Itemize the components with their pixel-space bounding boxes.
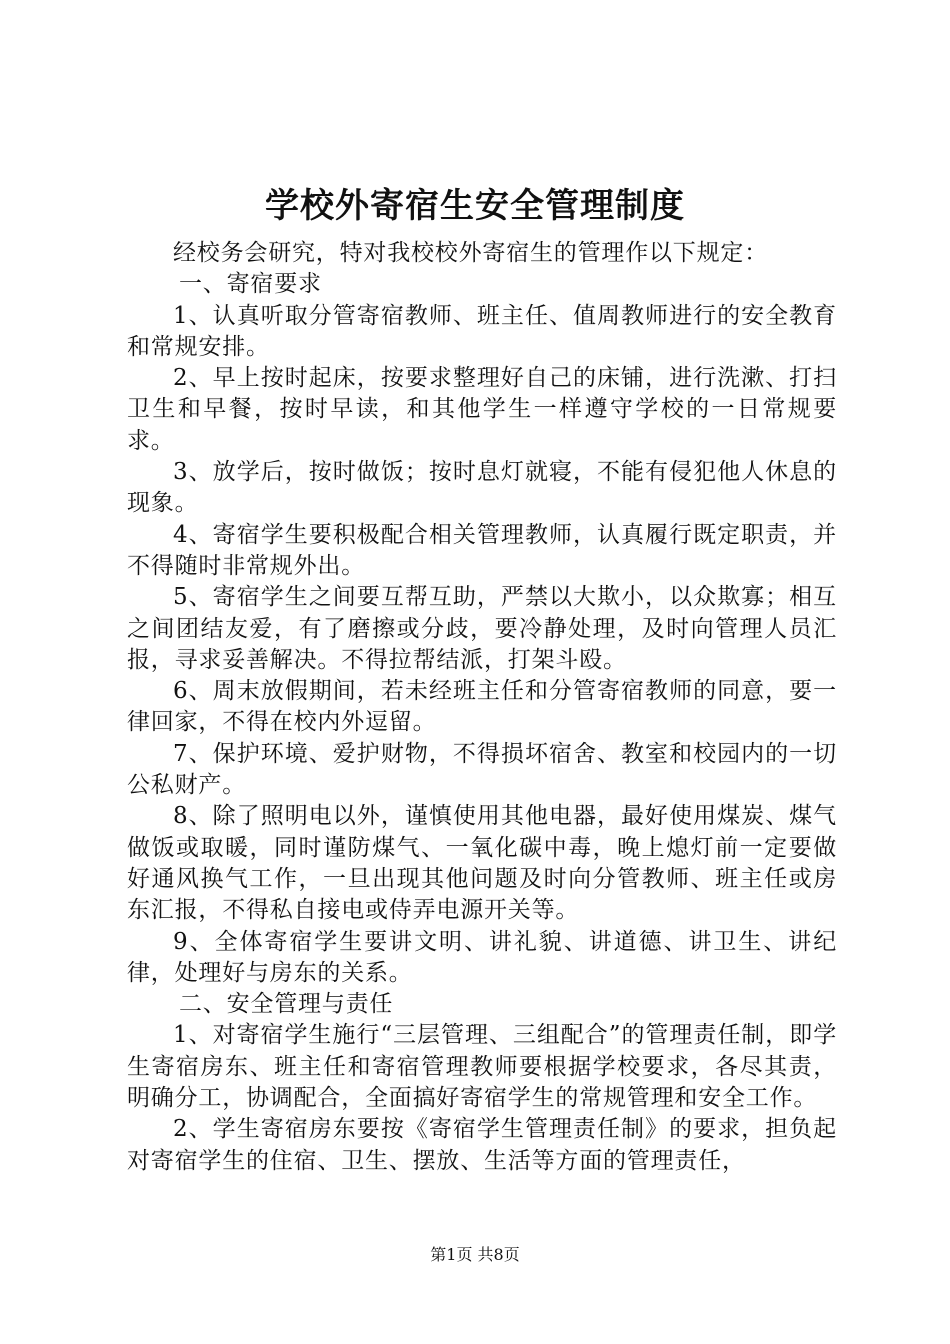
page-number-footer: 第1页 共8页 — [430, 1245, 520, 1264]
rule-item: 1、认真听取分管寄宿教师、班主任、值周教师进行的安全教育和常规安排。 — [127, 302, 837, 360]
section-heading-safety: 二、安全管理与责任 — [179, 991, 394, 1018]
document-body — [127, 238, 837, 1177]
rule-item: 7、保护环境、爱护财物，不得损坏宿舍、教室和校园内的一切公私财产。 — [127, 740, 837, 799]
rule-item: 2、学生寄宿房东要按《寄宿学生管理责任制》的要求，担负起对寄宿学生的住宿、卫生、摆放、生活等方面的管理责任， — [127, 1116, 837, 1174]
rule-item: 2、早上按时起床，按要求整理好自己的床铺，进行洗漱、打扫卫生和早餐，按时早读，和其他学生一样遵守学校的一日常规要求。 — [127, 365, 837, 454]
rule-item: 4、寄宿学生要积极配合相关管理教师，认真履行既定职责，并不得随时非常规外出。 — [127, 521, 837, 579]
rule-item: 6、周末放假期间，若未经班主任和分管寄宿教师的同意，要一律回家，不得在校内外逗留。 — [127, 678, 837, 736]
intro-paragraph: 经校务会研究，特对我校校外寄宿生的管理作以下规定： — [173, 240, 768, 266]
rule-item: 5、寄宿学生之间要互帮互助，严禁以大欺小，以众欺寡；相互之间团结友爱，有了磨擦或分歧，要冷静处理，及时向管理人员汇报，寻求妥善解决。不得拉帮结派，打架斗殴。 — [127, 584, 837, 673]
rule-item: 3、放学后，按时做饭；按时息灯就寝，不能有侵犯他人休息的现象。 — [127, 459, 837, 517]
rule-item: 1、对寄宿学生施行“三层管理、三组配合”的管理责任制，即学生寄宿房东、班主任和寄宿管理教师要根据学校要求，各尽其责，明确分工，协调配合，全面搞好寄宿学生的常规管理和安全工作。 — [127, 1022, 837, 1112]
rule-item: 9、全体寄宿学生要讲文明、讲礼貌、讲道德、讲卫生、讲纪律，处理好与房东的关系。 — [127, 928, 837, 986]
document-title: 学校外寄宿生安全管理制度 — [265, 186, 685, 226]
section-heading-requirements: 一、寄宿要求 — [179, 271, 322, 298]
rule-item: 8、除了照明电以外，谨慎使用其他电器，最好使用煤炭、煤气做饭或取暖，同时谨防煤气、一氧化碳中毒，晚上熄灯前一定要做好通风换气工作，一旦出现其他问题及时向分管教师、班主任或房东汇报，不得私自接电或侍弄电源开关等。 — [127, 803, 837, 924]
